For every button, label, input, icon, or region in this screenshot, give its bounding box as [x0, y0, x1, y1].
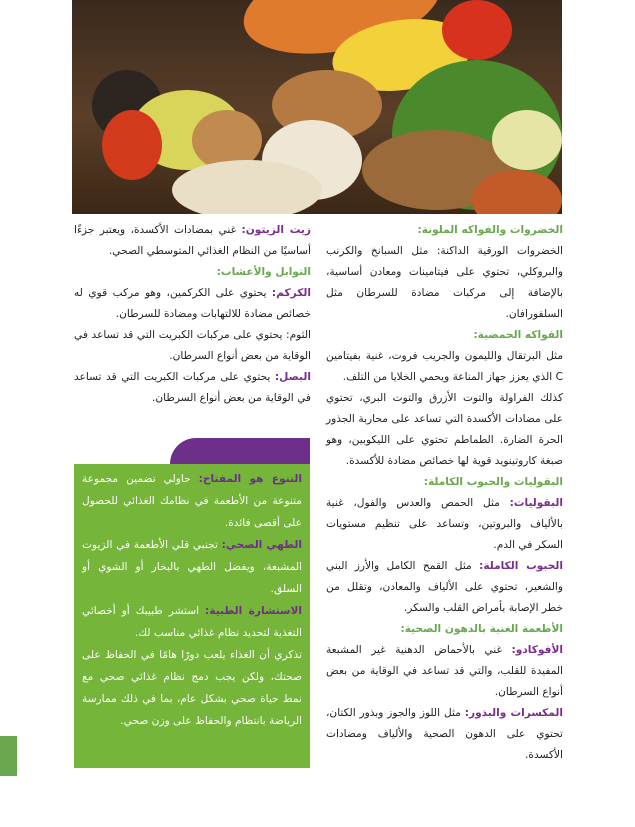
text-olive-oil: غني بمضادات الأكسدة، ويعتبر جزءًا أساسيًا من النظام الغذائي المتوسطي الصحي.	[74, 224, 311, 257]
text-variety: حاولي تضمين مجموعة متنوعة من الأطعمة في نظامك الغذائي للحصول على أقصى فائدة.	[82, 473, 302, 529]
text-legumes: مثل الحمص والعدس والفول، غنية بالألياف والبروتين، وتساعد على تنظيم مستويات السكر في الدم.	[326, 497, 563, 551]
text-turmeric: يحتوي على الكركمين، وهو مركب قوي له خصائص مضادة للالتهابات ومضادة للسرطان.	[74, 287, 311, 320]
tip-variety	[82, 468, 302, 534]
text-avocado: غني بالأحماض الدهنية غير المشبعة المفيدة للقلب، والتي قد تساعد في الوقاية من بعض أنواع السرطان.	[326, 644, 563, 698]
keyword-turmeric: الكركم:	[271, 287, 311, 299]
tips-box-text	[82, 468, 302, 732]
keyword-avocado: الأفوكادو:	[511, 644, 563, 656]
tips-box-purple-tab	[170, 438, 310, 464]
text-whole-grains: مثل القمح الكامل والأرز البني والشعير، تحتوي على الألياف والمعادن، وتقلل من خطر الإصابة بأمراض القلب والسكر.	[326, 560, 563, 614]
text-onion: يحتوي على مركبات الكبريت التي قد تساعد في الوقاية من بعض أنواع السرطان.	[74, 371, 311, 404]
text-nuts-seeds: مثل اللوز والجوز وبذور الكتان، تحتوي على الدهون الصحية والألياف ومضادات الأكسدة.	[326, 707, 563, 761]
paragraph-leafy-greens: الخضروات الورقية الداكنة: مثل السبانخ والكرنب والبروكلي، تحتوي على فيتامينات ومعادن أساسية، بالإضافة إلى مركبات مضادة للسرطان مثل السلفورافان.	[326, 245, 563, 320]
tip-healthy-cooking	[82, 534, 302, 600]
paragraph-turmeric	[74, 283, 311, 325]
keyword-olive-oil: زيت الزيتون:	[241, 224, 311, 236]
page-edge-tab	[0, 736, 17, 776]
paragraph-berries: كذلك الفراولة والتوت الأزرق والتوت البري، تحتوي على مضادات الأكسدة التي تساعد على محاربة الجذور الحرة الضارة. الطماطم تحتوي على الليكوبين، وهو صبغة كاروتينويد قوية لها خصائص مضادة للأكسدة.	[326, 392, 563, 467]
paragraph-garlic: الثوم: يحتوي على مركبات الكبريت التي قد تساعد في الوقاية من بعض أنواع السرطان.	[74, 329, 311, 362]
tip-reminder: تذكري أن الغذاء يلعب دورًا هامًا في الحفاظ على صحتك، ولكن يجب دمج نظام غذائي صحي مع نمط حياة صحي بشكل عام، بما في ذلك ممارسة الرياضة بانتظام والحفاظ على وزن صحي.	[82, 649, 302, 727]
keyword-medical-consultation: الاستشارة الطبية:	[205, 605, 302, 617]
keyword-onion: البصل:	[274, 371, 311, 383]
text-medical-consultation: استشر طبيبك أو أخصائي التغذية لتحديد نظام غذائي مناسب لك.	[82, 605, 302, 639]
keyword-legumes: البقوليات:	[509, 497, 563, 509]
keyword-nuts-seeds: المكسرات والبذور:	[464, 707, 564, 719]
keyword-healthy-cooking: الطهي الصحي:	[221, 539, 302, 551]
paragraph-whole-grains	[326, 556, 563, 619]
left-column	[74, 220, 311, 409]
heading-healthy-fats: الأطعمة الغنية بالدهون الصحية:	[400, 623, 563, 635]
paragraph-avocado	[326, 640, 563, 703]
heading-legumes-grains: البقوليات والحبوب الكاملة:	[423, 476, 563, 488]
paragraph-onion	[74, 367, 311, 409]
paragraph-citrus: مثل البرتقال والليمون والجريب فروت، غنية بفيتامين C الذي يعزز جهاز المناعة ويحمي الخلايا من التلف.	[326, 350, 563, 383]
heading-spices-herbs: التوابل والأعشاب:	[216, 266, 311, 278]
text-healthy-cooking: تجنبي قلي الأطعمة في الزيوت المشبعة، ويفضل الطهي بالبخار أو الشوي أو السلق.	[82, 539, 302, 595]
paragraph-olive-oil	[74, 220, 311, 262]
paragraph-nuts-seeds	[326, 703, 563, 766]
paragraph-legumes	[326, 493, 563, 556]
right-column	[326, 220, 563, 766]
tip-medical-consultation	[82, 600, 302, 644]
heading-citrus: الفواكه الحمضية:	[473, 329, 563, 341]
heading-vegetables-fruits: الخضروات والفواكه الملونة:	[417, 224, 563, 236]
keyword-whole-grains: الحبوب الكاملة:	[479, 560, 563, 572]
vegetables-photo	[72, 0, 562, 214]
keyword-variety: التنوع هو المفتاح:	[198, 473, 302, 485]
tips-box	[74, 438, 310, 768]
